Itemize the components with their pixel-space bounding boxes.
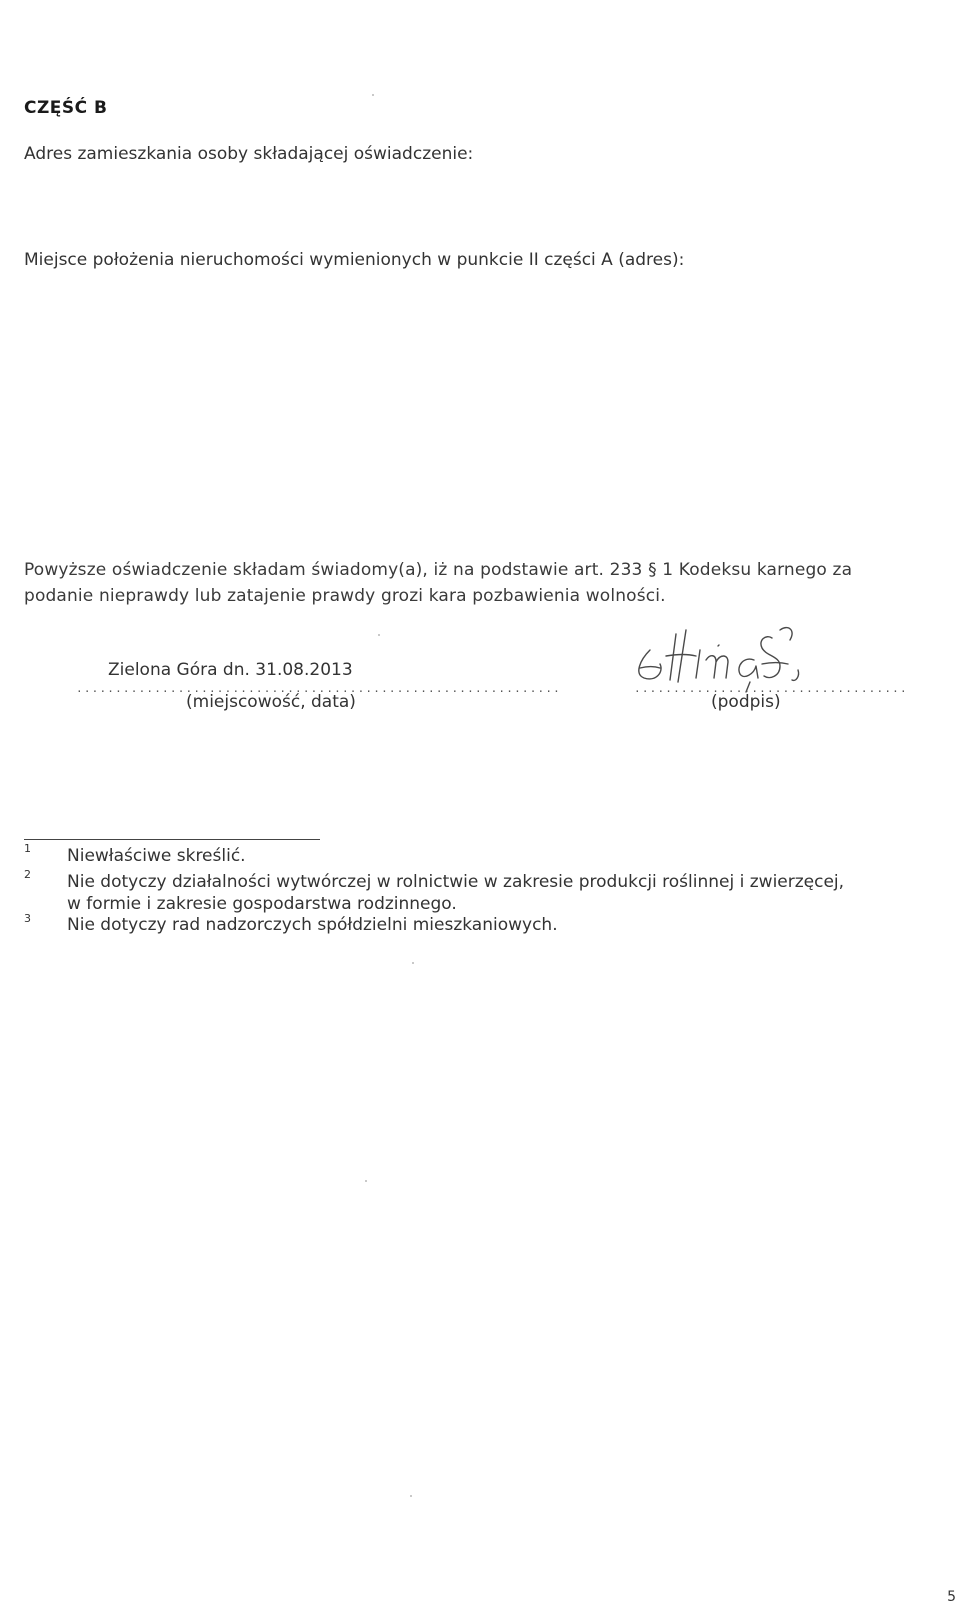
statement-line-2: podanie nieprawdy lub zatajenie prawdy grozi kara pozbawienia wolności. <box>24 586 666 606</box>
footnote-separator <box>24 839 320 840</box>
scan-speck <box>412 962 414 964</box>
section-title: CZĘŚĆ B <box>24 98 108 118</box>
statement-line-1: Powyższe oświadczenie składam świadomy(a), iż na podstawie art. 233 § 1 Kodeksu karnego za <box>24 560 853 580</box>
scan-speck <box>378 634 380 636</box>
place-date-dotted-line: .............................................................. <box>76 682 561 695</box>
scan-speck <box>372 94 374 96</box>
page-number: 5 <box>947 1589 956 1605</box>
footnote-number: 1 <box>24 842 31 855</box>
footnote-text: Nie dotyczy rad nadzorczych spółdzielni mieszkaniowych. <box>67 915 558 935</box>
place-date-caption: (miejscowość, data) <box>186 692 356 712</box>
place-date-value: Zielona Góra dn. 31.08.2013 <box>108 660 353 680</box>
scan-speck <box>410 1495 412 1497</box>
footnote-text-continued: w formie i zakresie gospodarstwa rodzinnego. <box>67 894 457 914</box>
signature-caption: (podpis) <box>711 692 781 712</box>
residence-address-label: Adres zamieszkania osoby składającej oświadczenie: <box>24 144 474 164</box>
footnote-text: Nie dotyczy działalności wytwórczej w rolnictwie w zakresie produkcji roślinnej i zwierzęcej, <box>67 872 845 892</box>
footnote-number: 2 <box>24 868 31 881</box>
property-location-label: Miejsce położenia nieruchomości wymienionych w punkcie II części A (adres): <box>24 250 685 270</box>
footnote-text: Niewłaściwe skreślić. <box>67 846 246 866</box>
footnote-number: 3 <box>24 912 31 925</box>
scan-speck <box>365 1180 367 1182</box>
signature-dotted-line: ................................... <box>634 682 908 695</box>
